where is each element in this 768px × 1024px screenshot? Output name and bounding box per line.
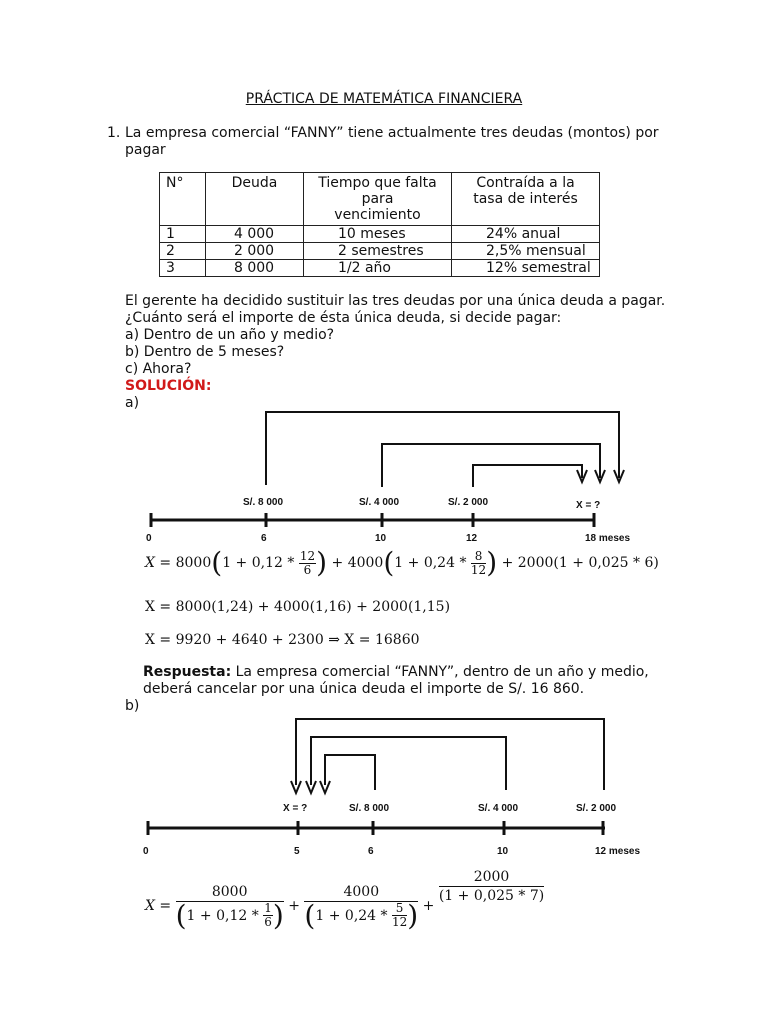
cell-tasa: 12% semestral [452, 260, 600, 277]
cell-deuda: 2 000 [206, 243, 304, 260]
header-tasa: Contraída a la tasa de interés [452, 173, 600, 226]
cell-n: 2 [160, 243, 206, 260]
answer-a-line-2: deberá cancelar por una única deuda el importe de S/. 16 860. [143, 681, 585, 697]
timeline-b-diagram [0, 705, 768, 865]
tick-label-0: 0 [143, 846, 149, 857]
label-8000: S/. 8 000 [349, 803, 390, 814]
tick-label-0: 0 [146, 533, 152, 544]
connector-8000 [325, 755, 375, 790]
connector-4000 [311, 737, 506, 790]
question-b: b) Dentro de 5 meses? [125, 344, 285, 360]
question-a: a) Dentro de un año y medio? [125, 327, 335, 343]
equation-a-1: X = 8000(1 + 0,12 * $\frac{12}{6}$ ) + 4000(1 + 0,24 * $\frac{8}{12}$ ) + 2000(1 + 0,025 * 6) [145, 546, 659, 579]
label-4000: S/. 4 000 [359, 497, 400, 508]
cell-tiempo: 10 meses [304, 226, 452, 243]
cell-deuda: 4 000 [206, 226, 304, 243]
cell-tasa: 24% anual [452, 226, 600, 243]
label-x: X = ? [576, 500, 601, 511]
equation-b-1: X = 8000 (1 + 0,12 * $\frac{1}{6}$ ) + 4000 (1 + 0,24 * $\frac{5}{12}$ ) + $\frac{2000}{(1 + 0,025 * 7)}$ [145, 869, 545, 932]
table-header-row [160, 173, 600, 226]
tick-label-5: 5 [294, 846, 300, 857]
statement-line-1: El gerente ha decidido sustituir las tres deudas por una única deuda a pagar. [125, 293, 666, 309]
tick-label-18: 18 meses [585, 533, 631, 544]
debts-table [159, 172, 600, 277]
tick-label-6: 6 [368, 846, 374, 857]
statement-line-2: ¿Cuánto será el importe de ésta única deuda, si decide pagar: [125, 310, 562, 326]
problem-line-2: pagar [125, 142, 166, 158]
page-title: PRÁCTICA DE MATEMÁTICA FINANCIERA [245, 91, 523, 107]
part-a-label: a) [125, 395, 140, 411]
label-2000: S/. 2 000 [576, 803, 617, 814]
cell-n: 1 [160, 226, 206, 243]
tick-label-12: 12 [466, 533, 478, 544]
cell-tiempo: 2 semestres [304, 243, 452, 260]
timeline-a-diagram [0, 400, 768, 550]
header-tiempo: Tiempo que falta para vencimiento [304, 173, 452, 226]
equation-a-2: X = 8000(1,24) + 4000(1,16) + 2000(1,15) [145, 599, 451, 615]
equation-a-3: X = 9920 + 4640 + 2300 ⇒ X = 16860 [145, 632, 420, 648]
question-c: c) Ahora? [125, 361, 192, 377]
label-8000: S/. 8 000 [243, 497, 284, 508]
part-b-label: b) [125, 698, 140, 714]
problem-number: 1. [107, 125, 121, 141]
cell-tiempo: 1/2 año [304, 260, 452, 277]
tick-label-10: 10 [497, 846, 509, 857]
cell-deuda: 8 000 [206, 260, 304, 277]
connector-2000 [473, 465, 582, 487]
header-deuda: Deuda [206, 173, 304, 226]
header-n: N° [160, 173, 206, 226]
answer-label: Respuesta: [143, 664, 232, 680]
tick-label-6: 6 [261, 533, 267, 544]
table-row [160, 226, 600, 243]
table-row [160, 243, 600, 260]
connector-8000 [266, 412, 619, 485]
tick-label-12: 12 meses [595, 846, 641, 857]
table-row [160, 260, 600, 277]
label-4000: S/. 4 000 [478, 803, 519, 814]
solution-label: SOLUCIÓN: [125, 378, 212, 394]
problem-line-1: La empresa comercial “FANNY” tiene actualmente tres deudas (montos) por [125, 125, 659, 141]
cell-n: 3 [160, 260, 206, 277]
answer-a: Respuesta: La empresa comercial “FANNY”, dentro de un año y medio, [143, 664, 649, 680]
cell-tasa: 2,5% mensual [452, 243, 600, 260]
label-2000: S/. 2 000 [448, 497, 489, 508]
label-x: X = ? [283, 803, 308, 814]
tick-label-10: 10 [375, 533, 387, 544]
